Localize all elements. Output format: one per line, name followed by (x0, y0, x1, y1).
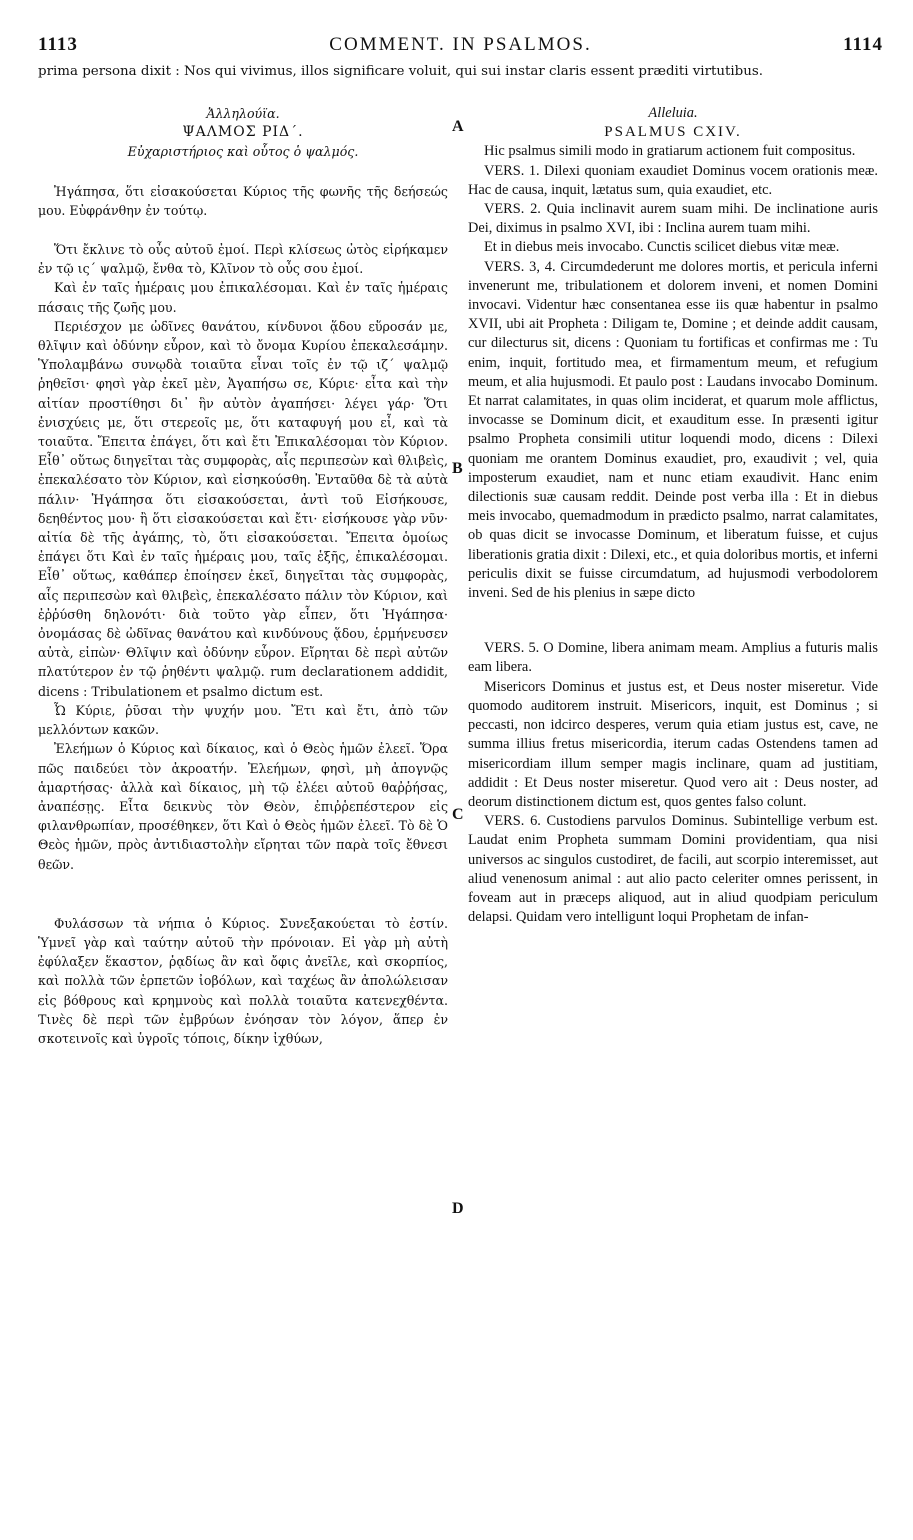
latin-paragraph: Et in diebus meis invocabo. Cunctis scilicet diebus vitæ meæ. (484, 239, 840, 256)
page-number-left: 1113 (38, 34, 78, 55)
greek-paragraph: Ἐλεήμων ὁ Κύριος καὶ δίκαιος, καὶ ὁ Θεὸς ἡμῶν ἐλεεῖ. Ὅρα πῶς παιδεύει τὸν ἀκροατήν. Ἐλεήμων, φησὶ, μὴ ἀπογνῷς ἁμαρτήσας· ἀλλὰ καὶ δίκαιος, μὴ τῷ ἐλέει αὐτοῦ θαῤῥήσας, ἀναπέσῃς. Εἶτα δεικνὺς τὸν Θεὸν, ἐπιῤῥεπέστερον εἰς φιλανθρωπίαν, προσέθηκεν, ὅτι Καὶ ὁ Θεὸς ἡμῶν ἐλεεῖ. Τὸ δὲ Ὁ Θεὸς ἡμῶν, πρὸς ἀντιδιαστολὴν εἴρηται τῶν παρὰ τοῖς ἔθνεσι θεῶν. (38, 741, 448, 872)
greek-paragraph: Ἠγάπησα, ὅτι εἰσακούσεται Κύριος τῆς φωνῆς τῆς δεήσεώς μου. Εὐφράνθην ἐν τούτῳ. (38, 183, 448, 218)
greek-psalm-title: ΨΑΛΜΟΣ ΡΙΔ΄. (182, 124, 304, 141)
greek-paragraph: Ὅτι ἔκλινε τὸ οὖς αὐτοῦ ἐμοί. Περὶ κλίσεως ὠτὸς εἰρήκαμεν ἐν τῷ ις΄ ψαλμῷ, ἔνθα τὸ, Κλῖνον τὸ οὖς σου ἐμοί. (38, 242, 448, 277)
greek-paragraph: Καὶ ἐν ταῖς ἡμέραις μου ἐπικαλέσομαι. Καὶ ἐν ταῖς ἡμέραις πάσαις τῆς ζωῆς μου. (38, 280, 448, 315)
latin-title-alleluia: Alleluia. (648, 105, 698, 121)
running-title: COMMENT. IN PSALMOS. (329, 34, 592, 55)
greek-subtitle: Εὐχαριστήριος καὶ οὗτος ὁ ψαλμός. (127, 144, 359, 160)
margin-marker-a: A (452, 118, 464, 135)
greek-paragraph: Ὦ Κύριε, ῥῦσαι τὴν ψυχήν μου. Ἔτι καὶ ἔτι, ἀπὸ τῶν μελλόντων κακῶν. (38, 702, 448, 738)
latin-paragraph: VERS. 5. O Domine, libera animam meam. Amplius a futuris malis eam libera. (468, 640, 878, 676)
running-header (38, 34, 883, 62)
latin-paragraph: VERS. 6. Custodiens parvulos Dominus. Subintellige verbum est. Laudat enim Propheta summam Domini providentiam, qua nisi universos ac singulos custodiret, de facili, aut scorpio interemisset, aut aliud venenosum animal : aut alio pacto celeriter omnes perissent, in foveam aut in præceps aliquod, aut in aliud quodpiam periculum delapsi. Quidam vero intelligunt loqui Prophetam de infan- (468, 813, 878, 926)
intro-text: prima persona dixit : Nos qui vivimus, illos significare voluit, qui sui instar claris essent præditi virtutibus. (38, 64, 763, 79)
latin-paragraph: Hic psalmus simili modo in gratiarum actionem fuit compositus. (484, 143, 856, 160)
latin-column (468, 104, 878, 927)
greek-paragraph: Περιέσχον με ὠδῖνες θανάτου, κίνδυνοι ᾅδου εὕροσάν με, θλῖψιν καὶ ὀδύνην εὗρον, καὶ τὸ ὄνομα Κυρίου ἐπεκαλεσάμην. Ὑπολαμβάνω συνῳδὰ τοιαῦτα εἶναι τοῖς ἐν τῷ ιζ΄ ψαλμῷ ῥηθεῖσι· φησὶ γὰρ ἐκεῖ μὲν, Ἀγαπήσω σε, Κύριε· εἶτα καὶ τὴν αἰτίαν προστίθησι δι᾽ ἣν αὐτὸν ἀγαπήσει· λέγει γάρ· Ὅτι ἐνισχύεις με, ὅτι στερεοῖς με, ὅτι καταφυγή μου εἶ, καὶ τὰ τοιαῦτα. Ἔπειτα ἐπάγει, ὅτι καὶ ἔτι Ἐπικαλέσομαι τὸν Κύριον. Εἶθ᾽ οὕτως διηγεῖται τὰς συμφορὰς, αἷς περιπεσὼν καὶ θλιβεὶς, ἐπεκαλέσατο τὸν Κύριον, καὶ εἰσηκούσθη. Ἐνταῦθα δὲ τὰ αὐτὰ πάλιν· Ἠγάπησα ὅτι εἰσακούσεται, ἀντὶ τοῦ Εἰσήκουσε, δεηθέντος μου· ἢ ὅτι εἰσακούσεται καὶ ἔτι· εἰσήκουσε γὰρ νῦν· αἰτία δὲ τῆς ἀγάπης, τὸ, ὅτι εἰσακούσεται. Ἔπειτα ὁμοίως ἐπάγει ὅτι Καὶ ἐν ταῖς ἡμέραις μου, ταῖς ἑξῆς, ἐπικαλέσομαι. Εἶθ᾽ οὕτως, καθάπερ ἐποίησεν ἐκεῖ, διηγεῖται τὰς συμφορὰς, αἷς περιπεσὼν καὶ θλιβεὶς, ἐπεκαλέσατο πάλιν τὸν Κύριον, καὶ ἐῤῥύσθη δηλονότι· διὰ τοῦτο γὰρ εἶπεν, ὅτι Ἠγάπησα· ὀνομάσας δὲ ὠδῖνας θανάτου καὶ κινδύνους ᾅδου, ἑρμήνευσεν αὐτὰ, εἰπὼν· Θλῖψιν καὶ ὀδύνην εὗρον. Εἴρηται δὲ περὶ αὐτῶν πλατύτερον ἐν τῷ ῥηθέντι ψαλμῷ. rum declarationem addidit, dicens : Tribulationem et psalmo dictum est. (38, 318, 448, 699)
latin-paragraph: VERS. 3, 4. Circumdederunt me dolores mortis, et pericula inferni invenerunt me, tribulationem et dolorem inveni, et nomen Domini invocavi. Videntur hæc consentanea esse iis quæ habentur in psalmo XVII, ubi ait Propheta : Diligam te, Domine ; et deinde addit causam, cur dilecturus sit, dicens : Quoniam tu fortificas et confirmas me : Tu enim, inquit, fortitudo mea, et firmamentum meum, et refugium meum, et alia hujusmodi. Et paulo post : Laudans invocabo Dominum. Et narrat calamitates, in quas olim inciderat, et quarum mole afflictus, invocasse se Dominum dicit, et exauditum esse. In præsenti igitur psalmo Propheta consimili utitur loquendi modo, dicens : Dilexi quoniam me orantem Dominus exaudiet, pro, exaudivit ; vel, quia imposterum exaudiet, nam et nunc etiam exaudivit. Hanc enim dilectionis suæ causam reddit. Deinde post verba illa : Et in diebus meis invocabo, quemadmodum in prædicto psalmo, narrat calamitates, ob quas dicit se invocasse Dominum, et liberatum fuisse, et cujus liberationis gratia dixit : Dilexi, etc., et quia doloribus mortis, et inferni periculis dixit se fuisse circumdatum, ad hujusmodi verbodolorem inveni. Sed de his plenius in sæpe dicto (468, 258, 878, 602)
page-number-right: 1114 (843, 34, 883, 55)
latin-paragraph: VERS. 2. Quia inclinavit aurem suam mihi. De inclinatione auris Dei, diximus in psalmo XVI, ibi : Inclina aurem tuam mihi. (468, 201, 878, 237)
margin-marker-d: D (452, 1200, 464, 1217)
greek-column (38, 104, 448, 1048)
latin-paragraph: Misericors Dominus et justus est, et Deus noster miseretur. Vide quomodo auditorem instruit. Misericors, inquit, est Dominus ; si peccasti, non idcirco desperes, verum quia etiam justus est, cave, ne summa illius fretus misericordia, iterum cadas Ostendens tamen ad misericordiam illum semper magis inclinare, quam ad justitiam, addidit : Et Deus noster miseretur. Quod vero ait : Deus noster, ad deorum distinctionem dictum est, quos gentes falso colunt. (468, 678, 878, 810)
greek-title-alleluia: Ἀλληλούϊα. (206, 106, 280, 121)
latin-paragraph: VERS. 1. Dilexi quoniam exaudiet Dominus vocem orationis meæ. Hac de causa, inquit, lætatus sum, quia exaudiet, etc. (468, 162, 878, 198)
margin-marker-b: B (452, 460, 463, 477)
greek-paragraph: Φυλάσσων τὰ νήπια ὁ Κύριος. Συνεξακούεται τὸ ἐστίν. Ὑμνεῖ γὰρ καὶ ταύτην αὐτοῦ τὴν πρόνοιαν. Εἰ γὰρ μὴ αὐτὴ ἐφύλαξεν ἕκαστον, ῥᾳδίως ἂν καὶ ὄφις ἀνεῖλε, καὶ σκορπίος, καὶ πολλὰ τῶν ἑρπετῶν ἰοβόλων, καὶ ταχέως ἂν ἀπολώλεισαν εἰς βόθρους καὶ κρημνοὺς καὶ πολλὰ τοιαῦτα κατενεχθέντα. Τινὲς δὲ περὶ τῶν ἐμβρύων ἐνόησαν τὸν λόγον, ἅπερ ἐν σκοτεινοῖς καὶ ὑγροῖς τόποις, δίκην ἰχθύων, (38, 915, 448, 1046)
latin-psalm-title: PSALMUS CXIV. (604, 124, 742, 141)
margin-marker-c: C (452, 806, 464, 823)
